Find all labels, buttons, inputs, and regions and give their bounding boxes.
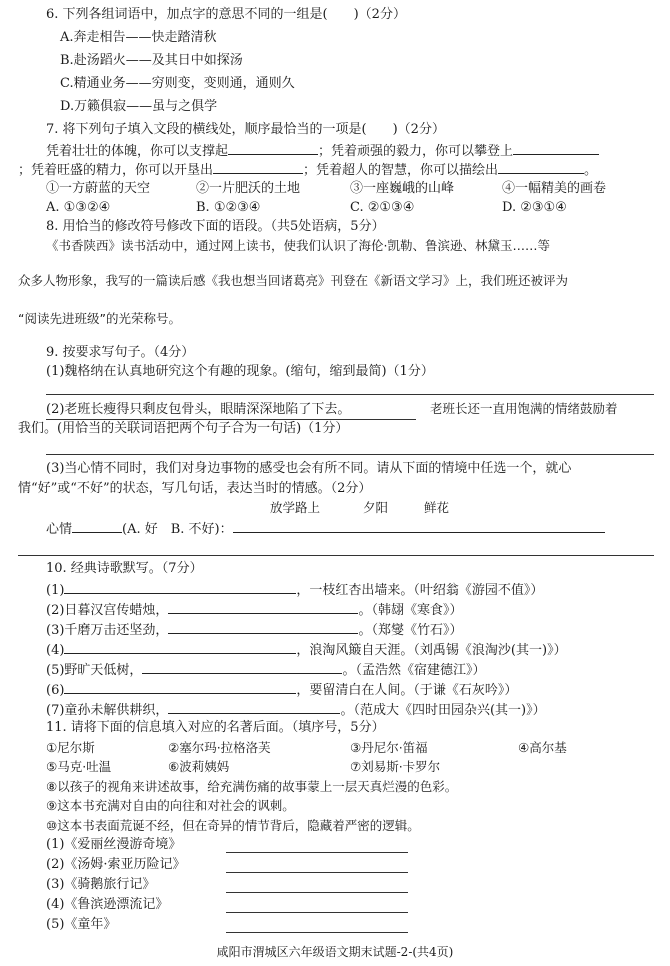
q9-part3-line1: (3)当心情不同时，我们对身边事物的感受也会有所不同。请从下面的情境中任选一个，就心 (46, 461, 572, 476)
q9-stem: 9. 按要求写句子。（4分） (46, 345, 195, 360)
q9-mood-answer[interactable] (233, 519, 605, 533)
q6-stem: 6. 下列各组词语中，加点字的意思不同的一组是( )（2分） (46, 7, 406, 22)
q7-choice-c[interactable]: C. ②①③④ (350, 200, 415, 215)
q10-blank-5[interactable] (142, 660, 342, 674)
q10-line-5: (5)野旷天低树， 。（孟浩然《宿建德江》） (46, 660, 485, 680)
q6-option-a: A.奔走相告——快走踏清秋 (60, 30, 217, 45)
q11-info-8: ⑧以孩子的视角来讲述故事，给充满伤痛的故事蒙上一层天真烂漫的色彩。 (46, 779, 458, 794)
q8-paragraph-line1: 《书香陕西》读书活动中，通过网上读书，使我们认识了海伦·凯勒、鲁滨逊、林黛玉……等 (46, 238, 550, 253)
q7-blank-2[interactable] (513, 141, 599, 155)
q7-item-3: ③一座巍峨的山峰 (350, 181, 455, 196)
q11-book-1: (1)《爱丽丝漫游奇境》 (46, 837, 182, 852)
q6-option-b: B.赴汤蹈火——及其日中如探汤 (60, 53, 243, 68)
q7-stem: 7. 将下列句子填入文段的横线处，顺序最恰当的一项是( )（2分） (46, 122, 445, 137)
q11-book-5: (5)《童年》 (46, 917, 117, 932)
q7-item-4: ④一幅精美的画卷 (502, 181, 607, 196)
q9-scene-2: 夕阳 (363, 500, 389, 515)
q7-blank-4[interactable] (498, 160, 584, 174)
q9-scene-1: 放学路上 (270, 500, 321, 515)
q11-info-9: ⑨这本书充满对自由的向往和对社会的讽刺。 (46, 798, 295, 813)
q7-blank-1[interactable] (228, 141, 318, 155)
q9-mood-blank[interactable] (72, 519, 122, 533)
q10-line-3: (3)千磨万击还坚劲， 。（郑燮《竹石》） (46, 620, 462, 640)
q9-answer-line-2[interactable] (46, 454, 654, 455)
q6-option-c: C.精通业务——穷则变，变则通，通则久 (60, 76, 295, 91)
q10-blank-6[interactable] (64, 680, 296, 694)
q10-blank-1[interactable] (64, 580, 296, 594)
q10-line-2: (2)日暮汉宫传蜡烛， 。（韩翃《寒食》） (46, 600, 462, 620)
q11-book-3-blank[interactable] (226, 892, 408, 893)
q7-choice-b[interactable]: B. ①②③④ (196, 200, 261, 215)
q11-info-3: ③丹尼尔·笛福 (350, 740, 428, 755)
q11-book-3: (3)《骑鹅旅行记》 (46, 877, 156, 892)
q11-info-5: ⑤马克·吐温 (46, 759, 112, 774)
q11-book-5-blank[interactable] (226, 932, 408, 933)
q7-item-2: ②一片肥沃的土地 (196, 181, 301, 196)
q10-blank-2[interactable] (168, 600, 358, 614)
q7-item-1: ①一方蔚蓝的天空 (46, 181, 151, 196)
q11-info-1: ①尼尔斯 (46, 740, 95, 755)
q9-scene-3: 鲜花 (424, 500, 450, 515)
q9-part1: (1)魏格纳在认真地研究这个有趣的现象。(缩句，缩到最简)（1分） (46, 364, 434, 379)
q11-stem: 11. 请将下面的信息填入对应的名著后面。（填序号，5分） (46, 720, 385, 735)
q11-book-4: (4)《鲁滨逊漂流记》 (46, 897, 169, 912)
q7-choice-a[interactable]: A. ①③②④ (46, 200, 111, 215)
q10-line-1: (1) ，一枝红杏出墙来。（叶绍翁《游园不值》） (46, 580, 543, 600)
q10-blank-4[interactable] (64, 640, 296, 654)
q11-book-2: (2)《汤姆·索亚历险记》 (46, 857, 186, 872)
q11-info-6: ⑥波莉姨妈 (168, 759, 230, 774)
q9-part2-line1: (2)老班长瘦得只剩皮包骨头，眼睛深深地陷了下去。 老班长还一直用饱满的情绪鼓励着 (46, 400, 618, 420)
q11-book-4-blank[interactable] (226, 912, 408, 913)
q10-stem: 10. 经典诗歌默写。（7分） (46, 561, 203, 576)
q7-choice-d[interactable]: D. ②③①④ (502, 200, 567, 215)
q10-line-4: (4) ，浪淘风簸自天涯。（刘禹锡《浪淘沙(其一)》） (46, 640, 567, 660)
q10-blank-7[interactable] (168, 700, 340, 714)
q11-book-1-blank[interactable] (226, 852, 408, 853)
q7-blank-3[interactable] (213, 160, 303, 174)
q11-info-7: ⑦刘易斯·卡罗尔 (350, 759, 441, 774)
page-footer: 咸阳市渭城区六年级语文期末试题-2-(共4页) (216, 945, 454, 959)
q11-info-4: ④高尔基 (518, 740, 567, 755)
q9-mood-line: 心情 (A. 好 B. 不好)： (46, 519, 605, 539)
q7-text-line1: 凭着壮壮的体魄，你可以支撑起 ；凭着顽强的毅力，你可以攀登上 (46, 141, 599, 161)
q8-paragraph-line2: 众多人物形象，我写的一篇读后感《我也想当回诸葛亮》刊登在《新语文学习》上，我们班还被评为 (18, 273, 569, 288)
q11-info-10: ⑩这本书表面荒诞不经，但在奇异的情节背后，隐藏着严密的逻辑。 (46, 818, 420, 833)
q11-book-2-blank[interactable] (226, 872, 408, 873)
q10-blank-3[interactable] (168, 620, 358, 634)
q11-info-2: ②塞尔玛·拉格洛芙 (168, 740, 271, 755)
q8-paragraph-line3: “阅读先进班级”的光荣称号。 (18, 311, 181, 326)
q9-part3-line2: 情“好”或“不好”的状态，写几句话，表达当时的情感。（2分） (18, 481, 372, 496)
q7-text-line2: ；凭着旺盛的精力，你可以开垦出 ；凭着超人的智慧，你可以描绘出 。 (18, 160, 597, 180)
q10-line-6: (6) ，要留清白在人间。（于谦《石灰吟》） (46, 680, 517, 700)
q8-stem: 8. 用恰当的修改符号修改下面的语段。（共5处语病，5分） (46, 219, 385, 234)
q10-line-7: (7)童孙未解供耕织， 。（范成大《四时田园杂兴(其一)》） (46, 700, 546, 720)
q6-option-d: D.万籁俱寂——虽与之俱学 (60, 99, 218, 114)
q9-part2-line2: 我们。(用恰当的关联词语把两个句子合为一句话)（1分） (18, 421, 349, 436)
q9-answer-line-3[interactable] (18, 555, 654, 556)
q9-answer-line-1[interactable] (46, 394, 654, 395)
